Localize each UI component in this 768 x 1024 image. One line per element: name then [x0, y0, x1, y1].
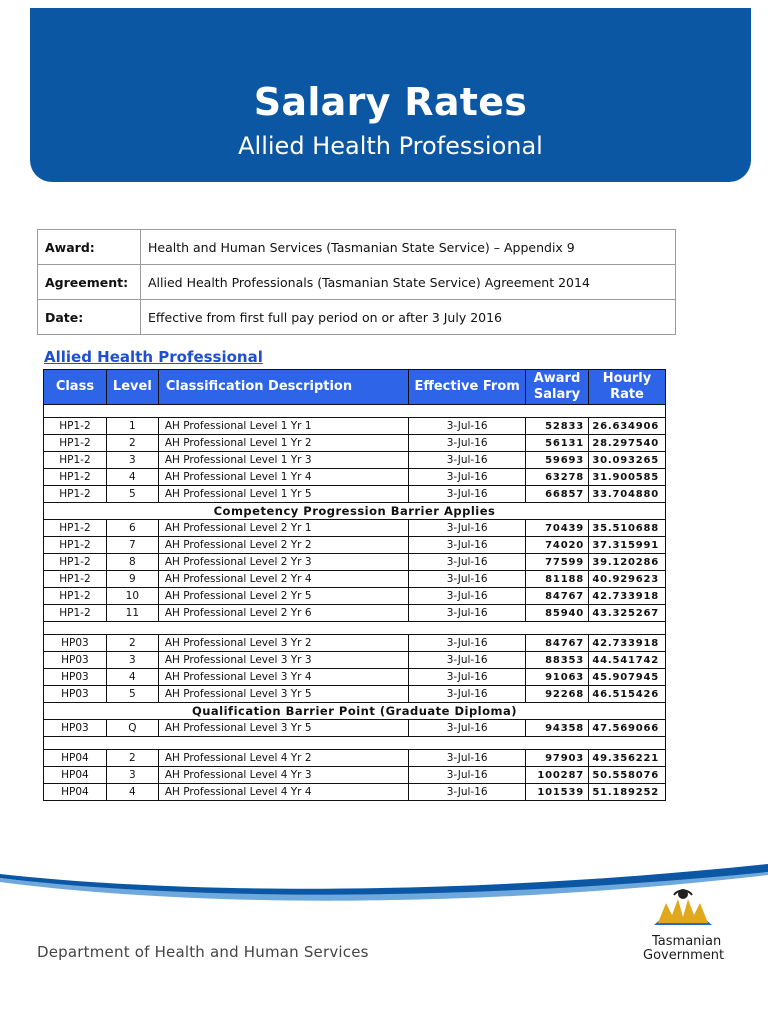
hourly-rate-cell: 30.093265: [588, 452, 665, 469]
barrier-note: Competency Progression Barrier Applies: [44, 503, 666, 520]
class-cell: HP04: [44, 767, 107, 784]
award-salary-cell: 88353: [526, 652, 589, 669]
table-row: [44, 652, 666, 669]
spacer-cell: [44, 622, 666, 635]
effective-from-cell: 3-Jul-16: [409, 537, 526, 554]
hourly-rate-cell: 26.634906: [588, 418, 665, 435]
hourly-rate-cell: 42.733918: [588, 588, 665, 605]
hourly-rate-cell: 28.297540: [588, 435, 665, 452]
info-label: Date:: [38, 300, 141, 335]
table-row: [44, 537, 666, 554]
table-row: [44, 554, 666, 571]
description-cell: AH Professional Level 2 Yr 2: [158, 537, 408, 554]
effective-from-cell: 3-Jul-16: [409, 750, 526, 767]
description-cell: AH Professional Level 2 Yr 4: [158, 571, 408, 588]
class-cell: HP04: [44, 784, 107, 801]
table-row: [44, 520, 666, 537]
award-salary-cell: 97903: [526, 750, 589, 767]
description-cell: AH Professional Level 3 Yr 4: [158, 669, 408, 686]
class-cell: HP03: [44, 720, 107, 737]
barrier-note-row: [44, 703, 666, 720]
description-cell: AH Professional Level 2 Yr 1: [158, 520, 408, 537]
award-salary-cell: 91063: [526, 669, 589, 686]
award-salary-cell: 77599: [526, 554, 589, 571]
table-row: [44, 669, 666, 686]
class-cell: HP1-2: [44, 418, 107, 435]
government-name-line1: Tasmanian: [652, 934, 722, 949]
award-salary-cell: 63278: [526, 469, 589, 486]
description-cell: AH Professional Level 4 Yr 2: [158, 750, 408, 767]
description-cell: AH Professional Level 3 Yr 2: [158, 635, 408, 652]
info-label: Award:: [38, 230, 141, 265]
class-cell: HP03: [44, 669, 107, 686]
description-cell: AH Professional Level 4 Yr 3: [158, 767, 408, 784]
barrier-note: Qualification Barrier Point (Graduate Diploma): [44, 703, 666, 720]
hourly-rate-cell: 44.541742: [588, 652, 665, 669]
salary-rates-table: [43, 369, 666, 801]
level-cell: 4: [106, 469, 158, 486]
level-cell: 1: [106, 418, 158, 435]
description-cell: AH Professional Level 1 Yr 3: [158, 452, 408, 469]
class-cell: HP03: [44, 652, 107, 669]
description-cell: AH Professional Level 4 Yr 4: [158, 784, 408, 801]
hourly-rate-cell: 49.356221: [588, 750, 665, 767]
award-salary-cell: 81188: [526, 571, 589, 588]
effective-from-cell: 3-Jul-16: [409, 605, 526, 622]
table-row: [44, 767, 666, 784]
effective-from-cell: 3-Jul-16: [409, 720, 526, 737]
table-row: [44, 720, 666, 737]
class-cell: HP1-2: [44, 469, 107, 486]
hourly-rate-cell: 46.515426: [588, 686, 665, 703]
department-name: Department of Health and Human Services: [37, 943, 369, 961]
barrier-note-row: [44, 503, 666, 520]
level-cell: 10: [106, 588, 158, 605]
award-salary-cell: 56131: [526, 435, 589, 452]
government-name-line2: Government: [643, 948, 725, 963]
table-row: [44, 588, 666, 605]
tasmanian-government-logo-icon: [648, 885, 718, 935]
column-header-hourly-rate: Hourly Rate: [588, 370, 665, 405]
class-cell: HP1-2: [44, 537, 107, 554]
info-value: Effective from first full pay period on or after 3 July 2016: [141, 300, 676, 335]
spacer-row: [44, 622, 666, 635]
table-row: [44, 686, 666, 703]
hourly-rate-cell: 39.120286: [588, 554, 665, 571]
award-salary-cell: 94358: [526, 720, 589, 737]
level-cell: 7: [106, 537, 158, 554]
header-banner: [30, 8, 751, 182]
hourly-rate-cell: 33.704880: [588, 486, 665, 503]
effective-from-cell: 3-Jul-16: [409, 554, 526, 571]
column-header-description: Classification Description: [158, 370, 408, 405]
table-row: [44, 435, 666, 452]
hourly-rate-cell: 31.900585: [588, 469, 665, 486]
table-row: [44, 418, 666, 435]
level-cell: 5: [106, 686, 158, 703]
info-row: [38, 300, 676, 335]
award-salary-cell: 70439: [526, 520, 589, 537]
section-heading: Allied Health Professional: [44, 348, 263, 366]
column-header-level: Level: [106, 370, 158, 405]
page-title: Salary Rates: [253, 80, 528, 124]
description-cell: AH Professional Level 1 Yr 1: [158, 418, 408, 435]
description-cell: AH Professional Level 1 Yr 4: [158, 469, 408, 486]
table-row: [44, 750, 666, 767]
hourly-rate-cell: 43.325267: [588, 605, 665, 622]
level-cell: 2: [106, 635, 158, 652]
column-header-award-salary: Award Salary: [526, 370, 589, 405]
description-cell: AH Professional Level 1 Yr 2: [158, 435, 408, 452]
level-cell: 8: [106, 554, 158, 571]
level-cell: 3: [106, 452, 158, 469]
spacer-cell: [44, 405, 666, 418]
level-cell: 2: [106, 435, 158, 452]
level-cell: 9: [106, 571, 158, 588]
effective-from-cell: 3-Jul-16: [409, 452, 526, 469]
column-header-effective-from: Effective From: [409, 370, 526, 405]
hourly-rate-cell: 42.733918: [588, 635, 665, 652]
description-cell: AH Professional Level 1 Yr 5: [158, 486, 408, 503]
award-salary-cell: 84767: [526, 635, 589, 652]
class-cell: HP1-2: [44, 452, 107, 469]
award-salary-cell: 85940: [526, 605, 589, 622]
level-cell: 5: [106, 486, 158, 503]
hourly-rate-cell: 51.189252: [588, 784, 665, 801]
hourly-rate-cell: 37.315991: [588, 537, 665, 554]
effective-from-cell: 3-Jul-16: [409, 588, 526, 605]
effective-from-cell: 3-Jul-16: [409, 435, 526, 452]
class-cell: HP1-2: [44, 554, 107, 571]
info-row: [38, 265, 676, 300]
description-cell: AH Professional Level 2 Yr 6: [158, 605, 408, 622]
description-cell: AH Professional Level 2 Yr 5: [158, 588, 408, 605]
class-cell: HP04: [44, 750, 107, 767]
table-row: [44, 635, 666, 652]
effective-from-cell: 3-Jul-16: [409, 520, 526, 537]
level-cell: 3: [106, 767, 158, 784]
award-info-table: [37, 229, 676, 335]
effective-from-cell: 3-Jul-16: [409, 652, 526, 669]
effective-from-cell: 3-Jul-16: [409, 418, 526, 435]
award-salary-cell: 92268: [526, 686, 589, 703]
class-cell: HP1-2: [44, 571, 107, 588]
info-value: Allied Health Professionals (Tasmanian State Service) Agreement 2014: [141, 265, 676, 300]
hourly-rate-cell: 50.558076: [588, 767, 665, 784]
table-header-row: [44, 370, 666, 405]
award-salary-cell: 66857: [526, 486, 589, 503]
table-row: [44, 784, 666, 801]
class-cell: HP03: [44, 686, 107, 703]
description-cell: AH Professional Level 3 Yr 3: [158, 652, 408, 669]
class-cell: HP1-2: [44, 605, 107, 622]
info-value: Health and Human Services (Tasmanian State Service) – Appendix 9: [141, 230, 676, 265]
award-salary-cell: 101539: [526, 784, 589, 801]
effective-from-cell: 3-Jul-16: [409, 686, 526, 703]
level-cell: 6: [106, 520, 158, 537]
class-cell: HP03: [44, 635, 107, 652]
effective-from-cell: 3-Jul-16: [409, 571, 526, 588]
award-salary-cell: 84767: [526, 588, 589, 605]
level-cell: Q: [106, 720, 158, 737]
table-row: [44, 571, 666, 588]
level-cell: 4: [106, 669, 158, 686]
table-row: [44, 469, 666, 486]
info-label: Agreement:: [38, 265, 141, 300]
level-cell: 3: [106, 652, 158, 669]
effective-from-cell: 3-Jul-16: [409, 669, 526, 686]
effective-from-cell: 3-Jul-16: [409, 635, 526, 652]
class-cell: HP1-2: [44, 588, 107, 605]
description-cell: AH Professional Level 2 Yr 3: [158, 554, 408, 571]
hourly-rate-cell: 45.907945: [588, 669, 665, 686]
hourly-rate-cell: 35.510688: [588, 520, 665, 537]
class-cell: HP1-2: [44, 520, 107, 537]
effective-from-cell: 3-Jul-16: [409, 486, 526, 503]
table-row: [44, 486, 666, 503]
class-cell: HP1-2: [44, 435, 107, 452]
level-cell: 4: [106, 784, 158, 801]
spacer-row: [44, 737, 666, 750]
level-cell: 11: [106, 605, 158, 622]
description-cell: AH Professional Level 3 Yr 5: [158, 720, 408, 737]
page-subtitle: Allied Health Professional: [238, 132, 543, 160]
effective-from-cell: 3-Jul-16: [409, 767, 526, 784]
award-salary-cell: 59693: [526, 452, 589, 469]
table-row: [44, 452, 666, 469]
column-header-class: Class: [44, 370, 107, 405]
hourly-rate-cell: 40.929623: [588, 571, 665, 588]
award-salary-cell: 100287: [526, 767, 589, 784]
table-row: [44, 605, 666, 622]
info-row: [38, 230, 676, 265]
effective-from-cell: 3-Jul-16: [409, 469, 526, 486]
effective-from-cell: 3-Jul-16: [409, 784, 526, 801]
spacer-row: [44, 405, 666, 418]
award-salary-cell: 74020: [526, 537, 589, 554]
spacer-cell: [44, 737, 666, 750]
hourly-rate-cell: 47.569066: [588, 720, 665, 737]
award-salary-cell: 52833: [526, 418, 589, 435]
description-cell: AH Professional Level 3 Yr 5: [158, 686, 408, 703]
class-cell: HP1-2: [44, 486, 107, 503]
level-cell: 2: [106, 750, 158, 767]
